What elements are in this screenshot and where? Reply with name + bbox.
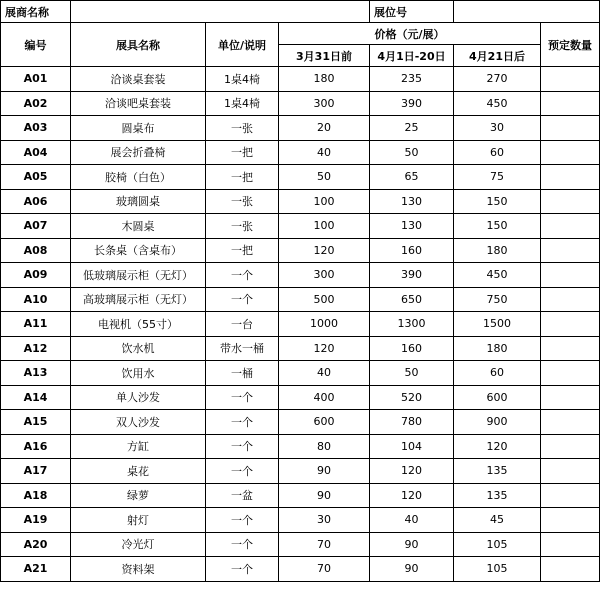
- item-unit: 一把: [206, 238, 279, 263]
- booth-number-label: 展位号: [370, 1, 454, 23]
- item-unit: 一个: [206, 263, 279, 288]
- item-price-before-mar31: 500: [279, 287, 370, 312]
- item-code: A13: [1, 361, 71, 386]
- table-row: [1, 238, 600, 263]
- item-name: 资料架: [71, 557, 206, 582]
- item-quantity-input[interactable]: [541, 385, 600, 410]
- table-row: [1, 459, 600, 484]
- item-price-after-apr21: 270: [454, 67, 541, 92]
- item-price-before-mar31: 70: [279, 532, 370, 557]
- item-quantity-input[interactable]: [541, 67, 600, 92]
- item-unit: 一个: [206, 508, 279, 533]
- table-row: [1, 91, 600, 116]
- item-code: A01: [1, 67, 71, 92]
- item-price-apr1-20: 65: [370, 165, 454, 190]
- item-unit: 一把: [206, 165, 279, 190]
- item-name: 方缸: [71, 434, 206, 459]
- item-quantity-input[interactable]: [541, 483, 600, 508]
- column-header-name: 展具名称: [71, 23, 206, 67]
- item-price-apr1-20: 50: [370, 140, 454, 165]
- item-price-before-mar31: 70: [279, 557, 370, 582]
- table-row: [1, 312, 600, 337]
- table-row: [1, 67, 600, 92]
- item-price-apr1-20: 1300: [370, 312, 454, 337]
- item-price-apr1-20: 40: [370, 508, 454, 533]
- item-price-apr1-20: 780: [370, 410, 454, 435]
- item-quantity-input[interactable]: [541, 116, 600, 141]
- item-price-apr1-20: 520: [370, 385, 454, 410]
- item-price-apr1-20: 120: [370, 459, 454, 484]
- item-price-before-mar31: 30: [279, 508, 370, 533]
- item-name: 低玻璃展示柜（无灯）: [71, 263, 206, 288]
- item-price-apr1-20: 390: [370, 91, 454, 116]
- item-price-apr1-20: 120: [370, 483, 454, 508]
- item-price-before-mar31: 40: [279, 140, 370, 165]
- item-price-after-apr21: 750: [454, 287, 541, 312]
- item-quantity-input[interactable]: [541, 459, 600, 484]
- table-row: [1, 263, 600, 288]
- item-quantity-input[interactable]: [541, 508, 600, 533]
- item-name: 射灯: [71, 508, 206, 533]
- item-unit: 一个: [206, 434, 279, 459]
- item-quantity-input[interactable]: [541, 336, 600, 361]
- item-quantity-input[interactable]: [541, 557, 600, 582]
- item-name: 木圆桌: [71, 214, 206, 239]
- item-price-before-mar31: 300: [279, 91, 370, 116]
- table-row: [1, 140, 600, 165]
- item-price-before-mar31: 80: [279, 434, 370, 459]
- column-header-price-before-mar31: 3月31日前: [279, 45, 370, 67]
- column-header-quantity: 预定数量: [541, 23, 600, 67]
- item-code: A09: [1, 263, 71, 288]
- item-code: A06: [1, 189, 71, 214]
- table-row: [1, 336, 600, 361]
- table-row: [1, 287, 600, 312]
- item-price-apr1-20: 130: [370, 189, 454, 214]
- item-price-apr1-20: 90: [370, 557, 454, 582]
- item-price-before-mar31: 90: [279, 483, 370, 508]
- table-row: [1, 410, 600, 435]
- table-row: [1, 532, 600, 557]
- item-price-before-mar31: 120: [279, 336, 370, 361]
- item-code: A08: [1, 238, 71, 263]
- item-unit: 一个: [206, 385, 279, 410]
- item-price-apr1-20: 50: [370, 361, 454, 386]
- item-unit: 一个: [206, 557, 279, 582]
- table-row: [1, 557, 600, 582]
- item-unit: 一个: [206, 287, 279, 312]
- item-code: A14: [1, 385, 71, 410]
- item-price-after-apr21: 75: [454, 165, 541, 190]
- exhibitor-name-label: 展商名称: [1, 1, 71, 23]
- item-price-after-apr21: 180: [454, 336, 541, 361]
- item-name: 圆桌布: [71, 116, 206, 141]
- item-price-apr1-20: 104: [370, 434, 454, 459]
- booth-number-input[interactable]: [454, 1, 600, 23]
- table-row: [1, 385, 600, 410]
- item-code: A19: [1, 508, 71, 533]
- item-quantity-input[interactable]: [541, 361, 600, 386]
- item-price-before-mar31: 600: [279, 410, 370, 435]
- item-name: 展会折叠椅: [71, 140, 206, 165]
- item-price-after-apr21: 900: [454, 410, 541, 435]
- column-header-code: 编号: [1, 23, 71, 67]
- item-name: 玻璃圆桌: [71, 189, 206, 214]
- item-code: A04: [1, 140, 71, 165]
- item-price-after-apr21: 450: [454, 263, 541, 288]
- item-price-after-apr21: 180: [454, 238, 541, 263]
- item-price-apr1-20: 160: [370, 238, 454, 263]
- item-code: A18: [1, 483, 71, 508]
- item-price-apr1-20: 235: [370, 67, 454, 92]
- item-price-before-mar31: 20: [279, 116, 370, 141]
- item-name: 电视机（55寸）: [71, 312, 206, 337]
- item-price-after-apr21: 60: [454, 361, 541, 386]
- item-price-after-apr21: 105: [454, 557, 541, 582]
- item-quantity-input[interactable]: [541, 140, 600, 165]
- exhibitor-name-input[interactable]: [71, 1, 370, 23]
- item-quantity-input[interactable]: [541, 434, 600, 459]
- item-code: A15: [1, 410, 71, 435]
- item-name: 绿萝: [71, 483, 206, 508]
- item-name: 饮水机: [71, 336, 206, 361]
- column-header-price-group: 价格（元/展）: [279, 23, 541, 45]
- item-unit: 一个: [206, 459, 279, 484]
- item-name: 桌花: [71, 459, 206, 484]
- item-price-apr1-20: 160: [370, 336, 454, 361]
- item-price-after-apr21: 135: [454, 483, 541, 508]
- column-header-price-after-apr21: 4月21日后: [454, 45, 541, 67]
- item-name: 冷光灯: [71, 532, 206, 557]
- item-name: 饮用水: [71, 361, 206, 386]
- item-unit: 一个: [206, 410, 279, 435]
- item-price-after-apr21: 150: [454, 214, 541, 239]
- item-price-before-mar31: 180: [279, 67, 370, 92]
- item-code: A10: [1, 287, 71, 312]
- item-code: A05: [1, 165, 71, 190]
- table-row: [1, 189, 600, 214]
- table-row: [1, 214, 600, 239]
- item-unit: 一把: [206, 140, 279, 165]
- item-price-before-mar31: 100: [279, 189, 370, 214]
- item-price-before-mar31: 120: [279, 238, 370, 263]
- item-code: A07: [1, 214, 71, 239]
- item-quantity-input[interactable]: [541, 312, 600, 337]
- item-name: 洽谈吧桌套装: [71, 91, 206, 116]
- item-unit: 一张: [206, 189, 279, 214]
- item-code: A17: [1, 459, 71, 484]
- item-quantity-input[interactable]: [541, 165, 600, 190]
- item-price-after-apr21: 135: [454, 459, 541, 484]
- item-name: 长条桌（含桌布）: [71, 238, 206, 263]
- item-price-before-mar31: 400: [279, 385, 370, 410]
- table-row: [1, 434, 600, 459]
- item-code: A03: [1, 116, 71, 141]
- item-unit: 一个: [206, 532, 279, 557]
- item-price-apr1-20: 90: [370, 532, 454, 557]
- item-price-before-mar31: 50: [279, 165, 370, 190]
- item-code: A20: [1, 532, 71, 557]
- item-price-after-apr21: 105: [454, 532, 541, 557]
- item-price-after-apr21: 120: [454, 434, 541, 459]
- item-quantity-input[interactable]: [541, 410, 600, 435]
- table-row: [1, 508, 600, 533]
- item-name: 双人沙发: [71, 410, 206, 435]
- item-quantity-input[interactable]: [541, 532, 600, 557]
- column-header-unit: 单位/说明: [206, 23, 279, 67]
- item-unit: 1桌4椅: [206, 67, 279, 92]
- item-price-before-mar31: 1000: [279, 312, 370, 337]
- item-quantity-input[interactable]: [541, 238, 600, 263]
- item-code: A21: [1, 557, 71, 582]
- item-quantity-input[interactable]: [541, 263, 600, 288]
- item-price-after-apr21: 600: [454, 385, 541, 410]
- item-price-apr1-20: 25: [370, 116, 454, 141]
- item-price-after-apr21: 1500: [454, 312, 541, 337]
- item-price-apr1-20: 130: [370, 214, 454, 239]
- exhibitor-row: [1, 1, 600, 23]
- item-code: A11: [1, 312, 71, 337]
- item-price-after-apr21: 60: [454, 140, 541, 165]
- item-price-apr1-20: 650: [370, 287, 454, 312]
- item-price-before-mar31: 40: [279, 361, 370, 386]
- item-price-after-apr21: 450: [454, 91, 541, 116]
- item-unit: 一盆: [206, 483, 279, 508]
- item-unit: 一台: [206, 312, 279, 337]
- item-quantity-input[interactable]: [541, 189, 600, 214]
- item-unit: 1桌4椅: [206, 91, 279, 116]
- item-price-before-mar31: 90: [279, 459, 370, 484]
- item-code: A16: [1, 434, 71, 459]
- item-code: A12: [1, 336, 71, 361]
- item-unit: 一桶: [206, 361, 279, 386]
- column-header-price-apr1-20: 4月1日-20日: [370, 45, 454, 67]
- item-code: A02: [1, 91, 71, 116]
- item-price-after-apr21: 45: [454, 508, 541, 533]
- item-name: 胶椅（白色）: [71, 165, 206, 190]
- item-quantity-input[interactable]: [541, 287, 600, 312]
- item-price-after-apr21: 30: [454, 116, 541, 141]
- item-unit: 带水一桶: [206, 336, 279, 361]
- item-unit: 一张: [206, 116, 279, 141]
- item-price-before-mar31: 300: [279, 263, 370, 288]
- item-price-apr1-20: 390: [370, 263, 454, 288]
- item-name: 洽谈桌套装: [71, 67, 206, 92]
- item-price-after-apr21: 150: [454, 189, 541, 214]
- item-name: 高玻璃展示柜（无灯）: [71, 287, 206, 312]
- table-row: [1, 116, 600, 141]
- table-row: [1, 361, 600, 386]
- column-header-row: [1, 23, 600, 45]
- item-quantity-input[interactable]: [541, 214, 600, 239]
- item-quantity-input[interactable]: [541, 91, 600, 116]
- item-unit: 一张: [206, 214, 279, 239]
- item-name: 单人沙发: [71, 385, 206, 410]
- table-row: [1, 483, 600, 508]
- table-row: [1, 165, 600, 190]
- item-price-before-mar31: 100: [279, 214, 370, 239]
